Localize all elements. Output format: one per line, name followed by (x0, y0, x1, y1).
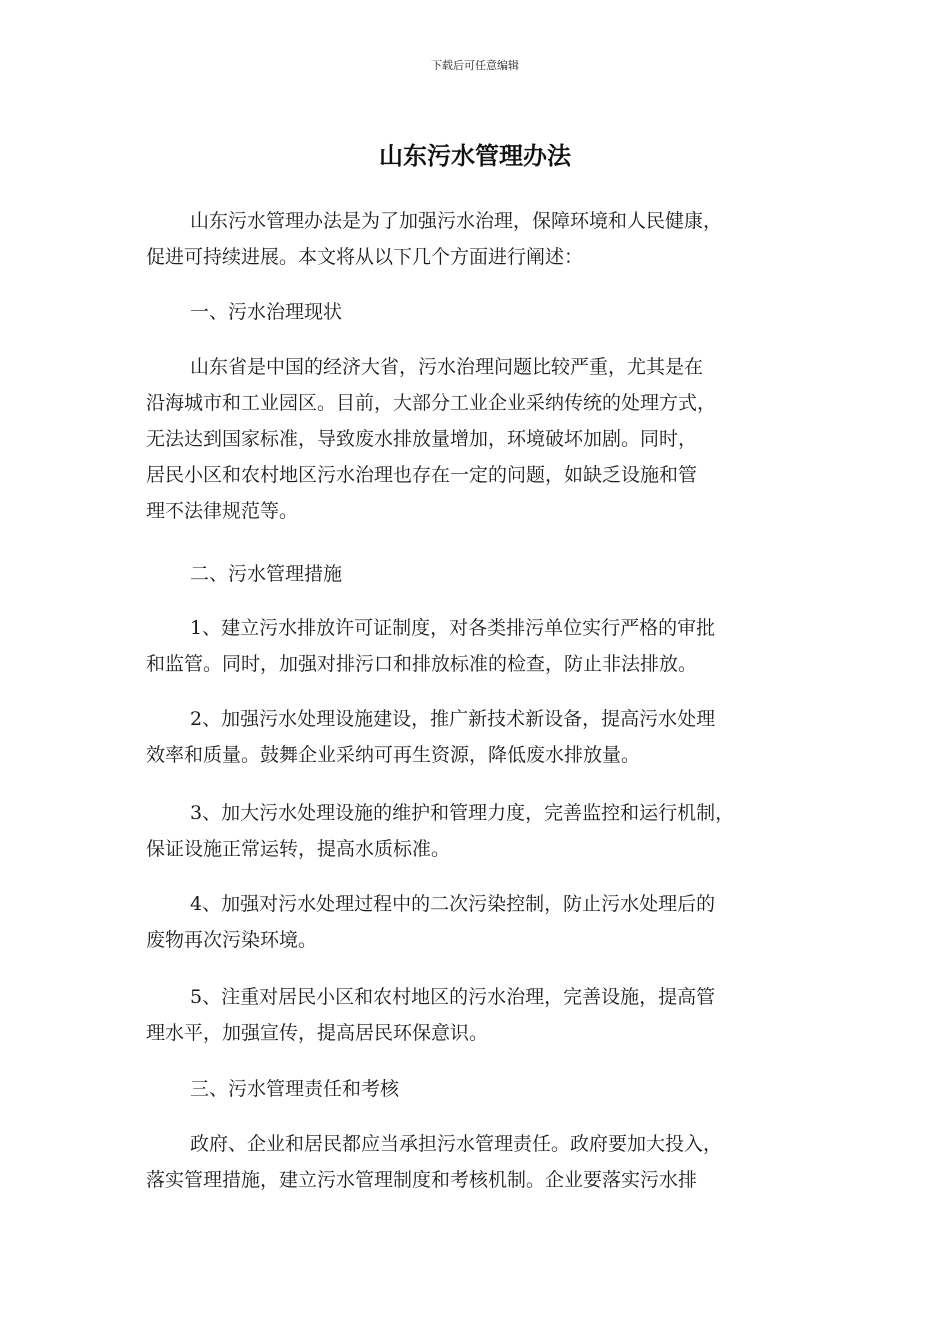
text-line: 无法达到国家标准，导致废水排放量增加，环境破坏加剧。同时， (146, 428, 698, 450)
text-line: 山东污水管理办法是为了加强污水治理，保障环境和人民健康， (190, 210, 723, 232)
paragraph-intro (146, 203, 816, 275)
section-heading-3 (146, 1071, 816, 1107)
text-line: 政府、企业和居民都应当承担污水管理责任。政府要加大投入， (190, 1133, 723, 1155)
text-line: 理水平，加强宣传，提高居民环保意识。 (146, 1022, 489, 1044)
text-line: 理不法律规范等。 (146, 500, 299, 522)
text-line: 效率和质量。鼓舞企业采纳可再生资源，降低废水排放量。 (146, 744, 641, 766)
text-line: 二、污水管理措施 (190, 563, 343, 585)
text-line: 1、建立污水排放许可证制度，对各类排污单位实行严格的审批 (190, 617, 716, 639)
text-line: 4、加强对污水处理过程中的二次污染控制，防止污水处理后的 (190, 893, 716, 915)
measure-item-4 (146, 886, 816, 958)
text-line: 促进可持续进展。本文将从以下几个方面进行阐述： (146, 246, 584, 268)
text-line: 3、加大污水处理设施的维护和管理力度，完善监控和运行机制， (190, 802, 735, 824)
measure-item-1 (146, 610, 816, 682)
text-line: 废物再次污染环境。 (146, 929, 318, 951)
document-title: 山东污水管理办法 (379, 142, 571, 170)
text-line: 居民小区和农村地区污水治理也存在一定的问题，如缺乏设施和管 (146, 464, 698, 486)
text-line: 和监管。同时，加强对排污口和排放标准的检查，防止非法排放。 (146, 653, 698, 675)
text-line: 三、污水管理责任和考核 (190, 1078, 400, 1100)
section-heading-1 (146, 294, 816, 330)
paragraph-responsibility (146, 1126, 816, 1198)
paragraph-current-status (146, 349, 816, 529)
text-line: 2、加强污水处理设施建设，推广新技术新设备，提高污水处理 (190, 708, 716, 730)
measure-item-5 (146, 979, 816, 1051)
text-line: 山东省是中国的经济大省，污水治理问题比较严重，尤其是在 (190, 356, 704, 378)
measure-item-3 (146, 795, 816, 867)
text-line: 保证设施正常运转，提高水质标准。 (146, 838, 451, 860)
measure-item-2 (146, 701, 816, 773)
text-line: 5、注重对居民小区和农村地区的污水治理，完善设施，提高管 (190, 986, 716, 1008)
header-note: 下载后可任意编辑 (431, 59, 519, 72)
text-line: 落实管理措施，建立污水管理制度和考核机制。企业要落实污水排 (146, 1169, 698, 1191)
text-line: 沿海城市和工业园区。目前，大部分工业企业采纳传统的处理方式， (146, 392, 717, 414)
section-heading-2 (146, 556, 816, 592)
text-line: 一、污水治理现状 (190, 301, 343, 323)
